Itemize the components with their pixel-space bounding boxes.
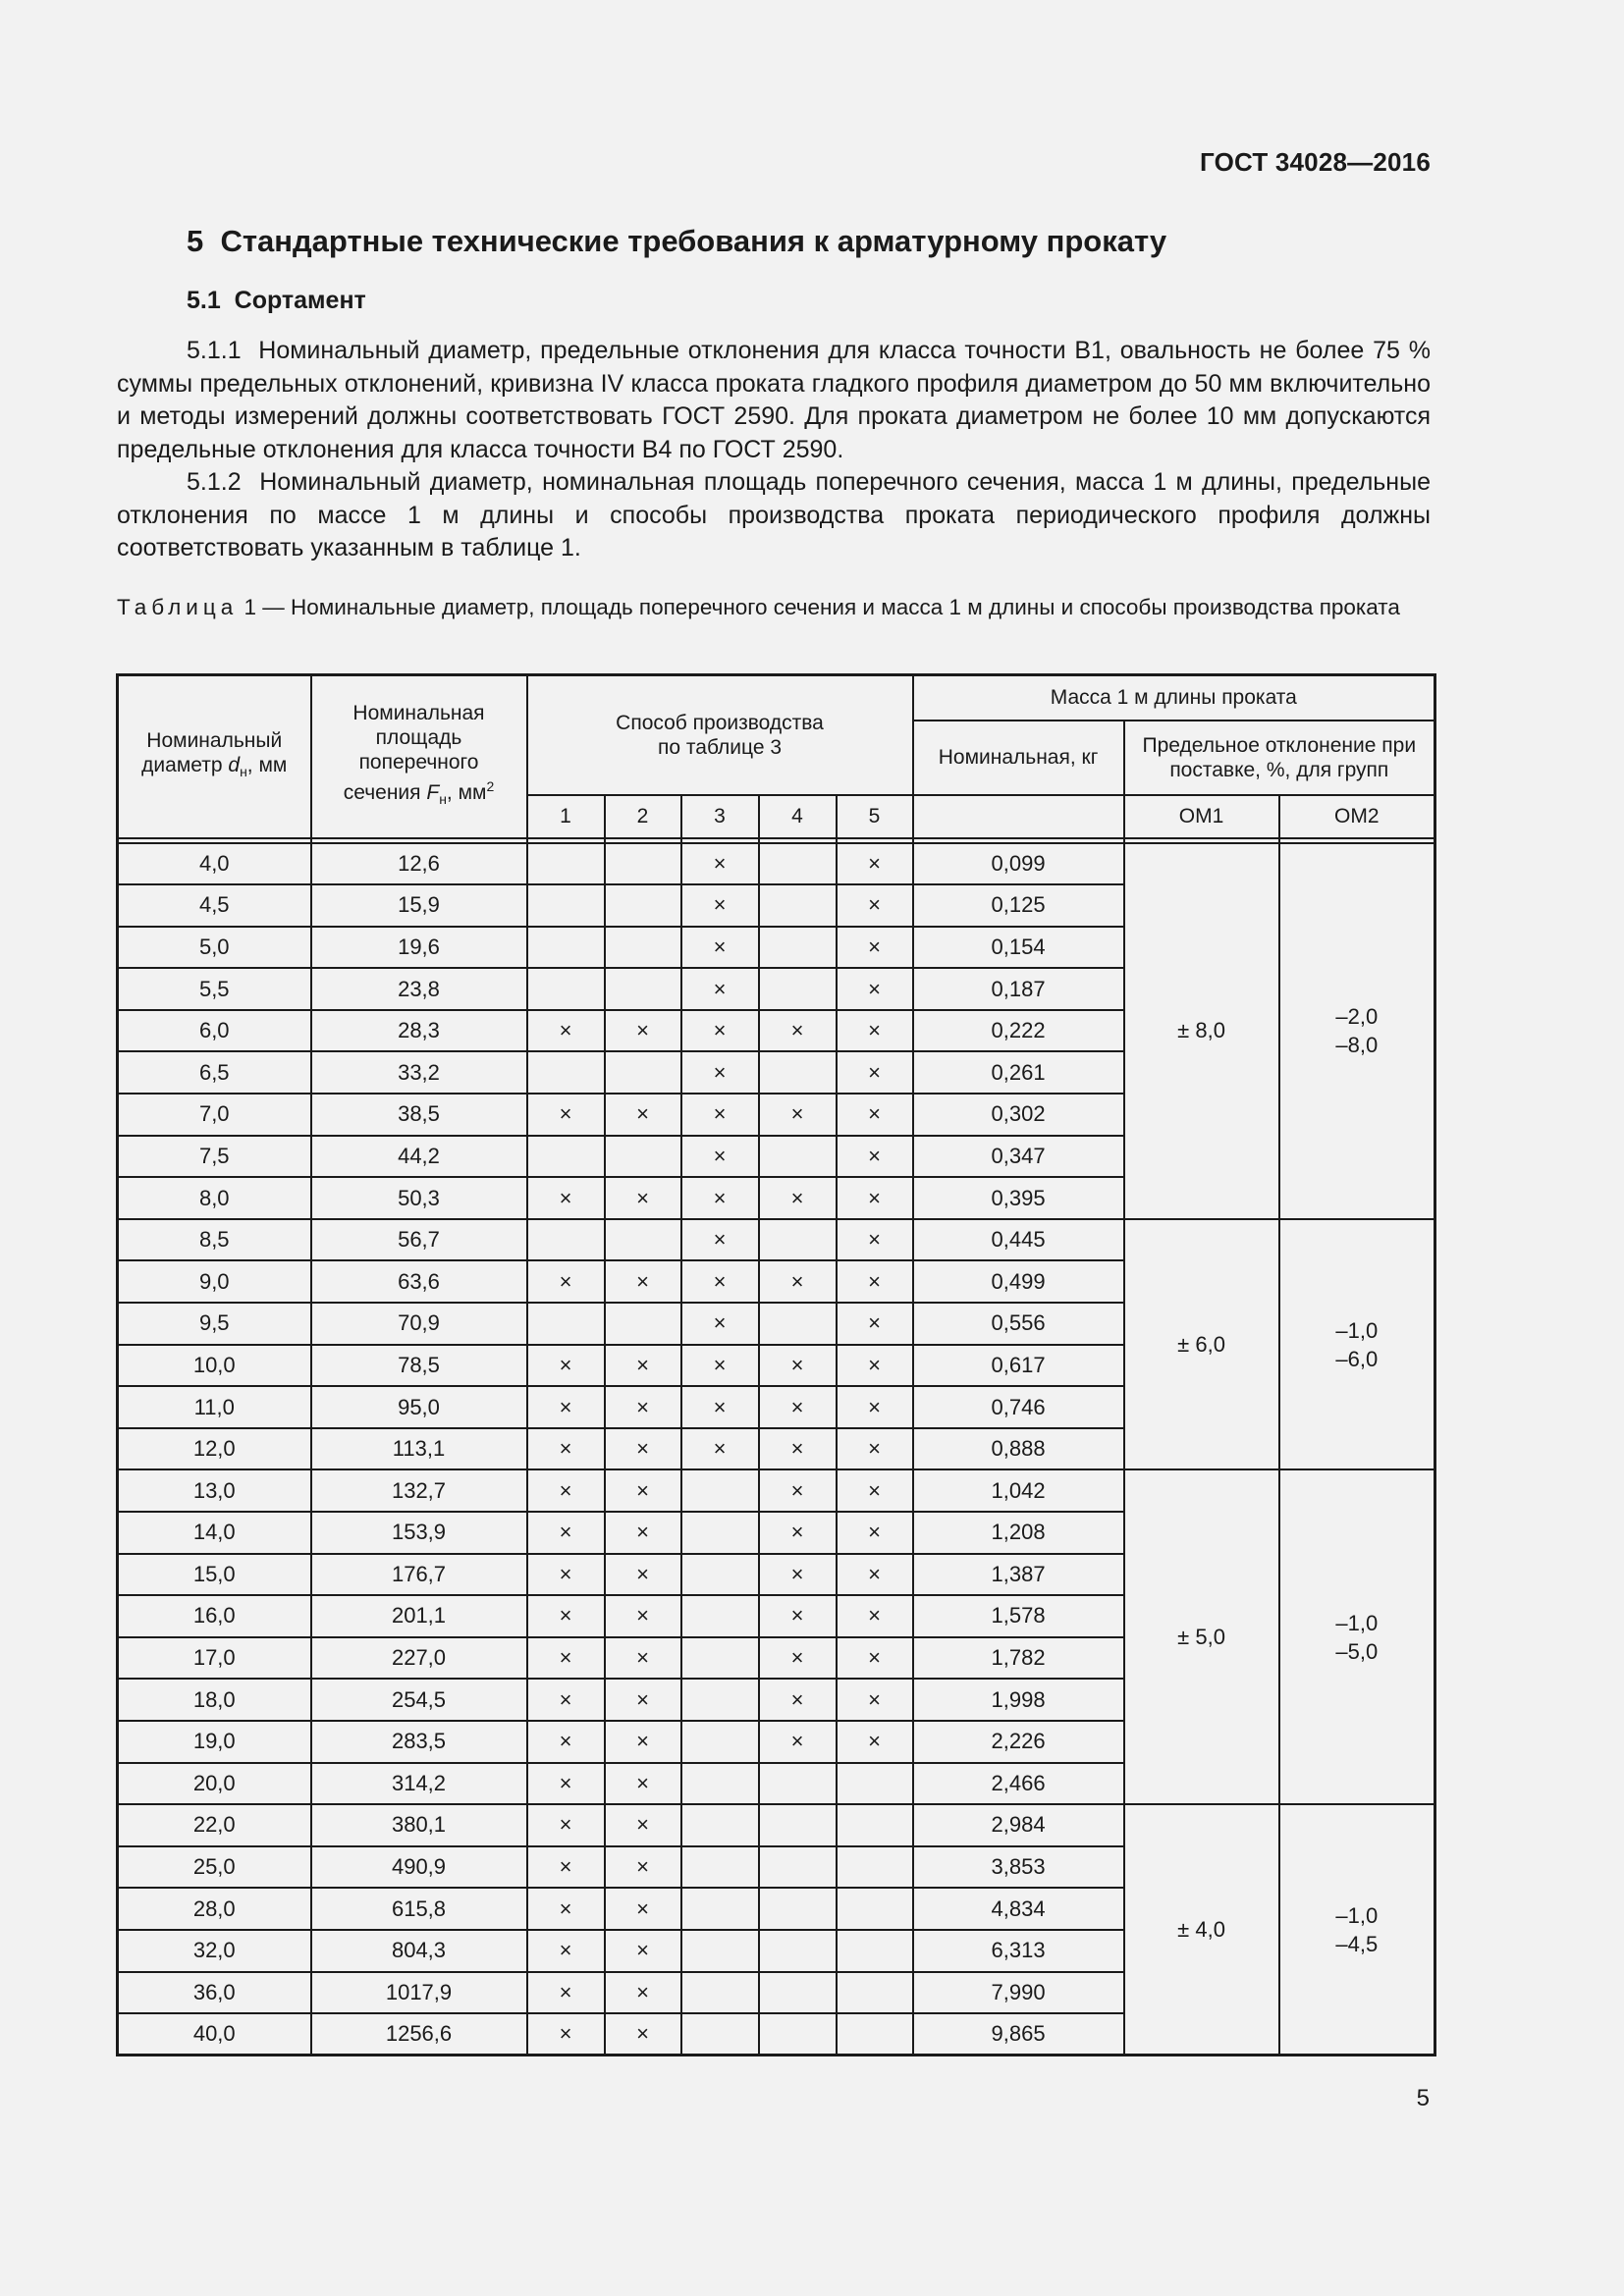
cell-method-5: × [837,1679,913,1721]
cell-method-4 [759,1303,837,1345]
cell-method-1: × [527,1888,605,1930]
cell-method-5 [837,1972,913,2014]
cell-method-2: × [605,1972,681,2014]
cell-diameter: 28,0 [118,1888,311,1930]
cell-method-1: × [527,1679,605,1721]
header-text: Предельное отклонение при поставке, %, для групп [1142,733,1417,781]
cell-om1-tolerance: ± 4,0 [1124,1804,1279,2056]
cell-method-3: × [681,843,759,885]
cell-mass-nominal: 1,578 [913,1595,1124,1637]
cell-method-2 [605,884,681,927]
cell-area: 38,5 [311,1094,527,1136]
cell-method-2: × [605,1679,681,1721]
cell-diameter: 40,0 [118,2013,311,2056]
cell-method-2: × [605,1469,681,1512]
table-caption-text: 1 — Номинальные диаметр, площадь поперечного сечения и масса 1 м длины и способы производства проката [238,595,1400,619]
cell-mass-nominal: 0,746 [913,1386,1124,1428]
cell-method-4 [759,968,837,1010]
cell-mass-nominal: 0,395 [913,1177,1124,1219]
header-om1: ОМ1 [1124,795,1279,838]
cell-method-1 [527,1219,605,1261]
cell-diameter: 14,0 [118,1512,311,1554]
cell-method-4 [759,2013,837,2056]
cell-diameter: 5,5 [118,968,311,1010]
cell-method-3 [681,1972,759,2014]
cell-mass-nominal: 0,187 [913,968,1124,1010]
om2-upper: –2,0 [1335,1004,1379,1030]
cell-method-1: × [527,1428,605,1470]
cell-mass-nominal: 0,347 [913,1136,1124,1178]
cell-method-2: × [605,1930,681,1972]
cell-method-4: × [759,1469,837,1512]
cell-method-4: × [759,1345,837,1387]
cell-method-1: × [527,1763,605,1805]
cell-method-1: × [527,1846,605,1889]
cell-method-5: × [837,1386,913,1428]
header-text: сечения [343,781,427,805]
header-mass-nominal: Номинальная, кг [913,721,1124,795]
cell-method-2: × [605,1512,681,1554]
cell-area: 132,7 [311,1469,527,1512]
cell-method-2: × [605,1888,681,1930]
cell-om1-tolerance: ± 5,0 [1124,1469,1279,1804]
cell-method-1 [527,1303,605,1345]
cell-method-4 [759,927,837,969]
subsection-title: 5.1 Сортамент [187,287,366,314]
cell-diameter: 9,0 [118,1260,311,1303]
cell-method-2 [605,1051,681,1094]
cell-diameter: 6,0 [118,1010,311,1052]
cell-method-4: × [759,1721,837,1763]
assortment-table [116,673,1436,2056]
cell-method-3: × [681,1428,759,1470]
cell-method-2 [605,1219,681,1261]
cell-method-4 [759,1804,837,1846]
cell-om2-tolerance [1279,1804,1435,2056]
cell-mass-nominal: 0,617 [913,1345,1124,1387]
cell-method-2: × [605,1804,681,1846]
cell-method-1: × [527,1345,605,1387]
cell-mass-nominal: 1,998 [913,1679,1124,1721]
cell-method-2: × [605,1177,681,1219]
cell-method-5: × [837,1303,913,1345]
cell-area: 95,0 [311,1386,527,1428]
cell-area: 227,0 [311,1637,527,1680]
cell-method-1 [527,884,605,927]
cell-method-4 [759,1051,837,1094]
cell-method-2: × [605,1763,681,1805]
cell-area: 201,1 [311,1595,527,1637]
cell-method-2: × [605,1721,681,1763]
cell-area: 176,7 [311,1554,527,1596]
cell-diameter: 7,0 [118,1094,311,1136]
cell-method-3: × [681,927,759,969]
cell-area: 1017,9 [311,1972,527,2014]
cell-area: 78,5 [311,1345,527,1387]
cell-method-5: × [837,884,913,927]
page-number: 5 [1416,2085,1430,2111]
cell-method-4 [759,1930,837,1972]
header-area [311,675,527,838]
cell-area: 63,6 [311,1260,527,1303]
cell-mass-nominal: 0,556 [913,1303,1124,1345]
cell-method-4: × [759,1386,837,1428]
header-om2: ОМ2 [1279,795,1435,838]
cell-method-5: × [837,968,913,1010]
cell-method-3 [681,1637,759,1680]
cell-method-4: × [759,1512,837,1554]
subscript: н [240,764,247,780]
cell-method-1: × [527,1595,605,1637]
cell-method-5: × [837,1512,913,1554]
cell-mass-nominal: 2,466 [913,1763,1124,1805]
cell-mass-nominal: 1,042 [913,1469,1124,1512]
cell-mass-nominal: 4,834 [913,1888,1124,1930]
symbol-f: F [426,781,440,805]
cell-mass-nominal: 1,782 [913,1637,1124,1680]
cell-mass-nominal: 9,865 [913,2013,1124,2056]
table-caption-label: Таблица [117,595,239,619]
subscript: н [439,791,447,808]
paragraph-5-1-2 [117,466,1437,565]
cell-method-5: × [837,1177,913,1219]
table-body [118,843,1435,2056]
cell-method-1 [527,1051,605,1094]
cell-method-4: × [759,1010,837,1052]
cell-om2-tolerance [1279,843,1435,1219]
header-mass-tolerance [1124,721,1435,795]
header-text: диаметр [141,754,229,777]
cell-method-1: × [527,1260,605,1303]
cell-method-2: × [605,1260,681,1303]
cell-area: 15,9 [311,884,527,927]
cell-area: 12,6 [311,843,527,885]
om2-lower: –4,5 [1335,1931,1379,1956]
cell-method-2: × [605,1595,681,1637]
cell-area: 615,8 [311,1888,527,1930]
cell-method-3 [681,1595,759,1637]
cell-method-1 [527,1136,605,1178]
cell-method-2 [605,843,681,885]
header-unit: , мм [246,754,288,777]
cell-area: 254,5 [311,1679,527,1721]
cell-method-5: × [837,1010,913,1052]
cell-method-4 [759,1219,837,1261]
cell-method-2: × [605,1345,681,1387]
cell-area: 314,2 [311,1763,527,1805]
cell-method-1: × [527,1721,605,1763]
cell-method-1: × [527,1469,605,1512]
cell-area: 113,1 [311,1428,527,1470]
cell-method-3 [681,1930,759,1972]
cell-diameter: 7,5 [118,1136,311,1178]
cell-method-5: × [837,1554,913,1596]
cell-method-4 [759,1972,837,2014]
document-code: ГОСТ 34028—2016 [1200,147,1431,177]
header-method-3: 3 [681,795,759,838]
cell-method-2 [605,1136,681,1178]
cell-diameter: 25,0 [118,1846,311,1889]
cell-method-3: × [681,968,759,1010]
cell-method-3: × [681,1260,759,1303]
cell-method-3 [681,1846,759,1889]
cell-method-4 [759,884,837,927]
cell-diameter: 4,5 [118,884,311,927]
cell-mass-nominal: 6,313 [913,1930,1124,1972]
cell-method-4: × [759,1428,837,1470]
cell-method-2 [605,927,681,969]
cell-method-5: × [837,1637,913,1680]
cell-om2-tolerance [1279,1469,1435,1804]
cell-method-1: × [527,2013,605,2056]
cell-diameter: 4,0 [118,843,311,885]
cell-method-5: × [837,1428,913,1470]
cell-method-5: × [837,1219,913,1261]
cell-om1-tolerance: ± 6,0 [1124,1219,1279,1470]
cell-method-3 [681,2013,759,2056]
cell-method-1 [527,843,605,885]
cell-method-5: × [837,843,913,885]
cell-method-2: × [605,1010,681,1052]
header-method [527,675,913,795]
cell-area: 50,3 [311,1177,527,1219]
cell-method-4 [759,1763,837,1805]
cell-method-5: × [837,1469,913,1512]
cell-mass-nominal: 2,226 [913,1721,1124,1763]
cell-area: 283,5 [311,1721,527,1763]
cell-method-4: × [759,1177,837,1219]
cell-diameter: 19,0 [118,1721,311,1763]
cell-mass-nominal: 1,208 [913,1512,1124,1554]
om2-upper: –1,0 [1335,1317,1379,1343]
cell-method-3: × [681,1386,759,1428]
cell-diameter: 6,5 [118,1051,311,1094]
cell-method-3 [681,1469,759,1512]
cell-mass-nominal: 7,990 [913,1972,1124,2014]
header-text: Номинальная площадь поперечного [352,702,485,774]
cell-diameter: 10,0 [118,1345,311,1387]
om2-upper: –1,0 [1335,1902,1379,1928]
cell-method-5: × [837,927,913,969]
cell-method-3 [681,1512,759,1554]
cell-method-4 [759,843,837,885]
table-row [118,843,1435,885]
cell-mass-nominal: 1,387 [913,1554,1124,1596]
cell-method-5 [837,1763,913,1805]
cell-mass-nominal: 0,154 [913,927,1124,969]
om2-upper: –1,0 [1335,1610,1379,1635]
paragraph-text: 5.1.1 Номинальный диаметр, предельные отклонения для класса точности В1, овальность не более 75 % суммы предельных отклонений, кривизна IV класса проката гладкого профиля диаметром до 50 мм включительно и методы измерений должны соответствовать ГОСТ 2590. Для проката диаметром не более 10 мм допускаются предельные отклонения для класса точности В4 по ГОСТ 2590. [117,337,1437,463]
cell-diameter: 22,0 [118,1804,311,1846]
om2-lower: –8,0 [1335,1033,1379,1058]
cell-method-2: × [605,1386,681,1428]
cell-om1-tolerance: ± 8,0 [1124,843,1279,1219]
cell-method-1 [527,968,605,1010]
symbol-d: d [228,754,241,777]
cell-diameter: 18,0 [118,1679,311,1721]
cell-diameter: 16,0 [118,1595,311,1637]
cell-method-3: × [681,1136,759,1178]
cell-method-5: × [837,1051,913,1094]
cell-method-3: × [681,1219,759,1261]
cell-method-5 [837,2013,913,2056]
cell-method-3: × [681,1094,759,1136]
cell-diameter: 15,0 [118,1554,311,1596]
cell-method-1: × [527,1512,605,1554]
cell-diameter: 5,0 [118,927,311,969]
cell-method-3 [681,1763,759,1805]
cell-mass-nominal: 0,445 [913,1219,1124,1261]
cell-area: 56,7 [311,1219,527,1261]
cell-method-2: × [605,2013,681,2056]
cell-area: 490,9 [311,1846,527,1889]
cell-area: 44,2 [311,1136,527,1178]
cell-method-4: × [759,1595,837,1637]
header-text: Способ производства по таблице 3 [616,711,824,759]
header-text: Номинальный [146,729,283,753]
cell-method-5: × [837,1345,913,1387]
cell-method-5 [837,1930,913,1972]
cell-method-2 [605,1303,681,1345]
cell-mass-nominal: 0,499 [913,1260,1124,1303]
cell-method-3: × [681,1051,759,1094]
cell-method-1: × [527,1010,605,1052]
header-method-5: 5 [837,795,913,838]
cell-mass-nominal: 0,222 [913,1010,1124,1052]
cell-method-4: × [759,1554,837,1596]
cell-area: 70,9 [311,1303,527,1345]
cell-method-3 [681,1721,759,1763]
header-method-1: 1 [527,795,605,838]
cell-method-2 [605,968,681,1010]
om2-lower: –5,0 [1335,1638,1379,1664]
cell-mass-nominal: 2,984 [913,1804,1124,1846]
om2-lower: –6,0 [1335,1346,1379,1371]
cell-area: 19,6 [311,927,527,969]
cell-method-1: × [527,1930,605,1972]
cell-diameter: 9,5 [118,1303,311,1345]
header-method-2: 2 [605,795,681,838]
cell-method-1: × [527,1386,605,1428]
cell-method-4 [759,1136,837,1178]
cell-area: 28,3 [311,1010,527,1052]
cell-method-1: × [527,1637,605,1680]
table-caption [117,593,1431,622]
cell-area: 153,9 [311,1512,527,1554]
cell-method-5: × [837,1136,913,1178]
cell-method-3 [681,1804,759,1846]
cell-mass-nominal: 0,125 [913,884,1124,927]
cell-method-3: × [681,1303,759,1345]
cell-method-4: × [759,1260,837,1303]
cell-area: 804,3 [311,1930,527,1972]
cell-method-4 [759,1888,837,1930]
cell-method-2: × [605,1428,681,1470]
cell-method-5: × [837,1094,913,1136]
cell-diameter: 20,0 [118,1763,311,1805]
cell-method-3: × [681,884,759,927]
cell-area: 380,1 [311,1804,527,1846]
cell-diameter: 17,0 [118,1637,311,1680]
cell-area: 1256,6 [311,2013,527,2056]
section-title: 5 Стандартные технические требования к арматурному прокату [187,224,1167,258]
cell-method-5: × [837,1595,913,1637]
cell-method-4 [759,1846,837,1889]
cell-mass-nominal: 0,302 [913,1094,1124,1136]
cell-diameter: 8,5 [118,1219,311,1261]
cell-method-4: × [759,1094,837,1136]
header-mass-group: Масса 1 м длины проката [913,675,1435,721]
header-method-4: 4 [759,795,837,838]
cell-om2-tolerance [1279,1219,1435,1470]
superscript: 2 [486,778,495,795]
cell-diameter: 11,0 [118,1386,311,1428]
cell-method-1: × [527,1972,605,2014]
cell-method-3: × [681,1010,759,1052]
cell-method-3: × [681,1345,759,1387]
cell-mass-nominal: 0,261 [913,1051,1124,1094]
cell-method-5 [837,1846,913,1889]
paragraph-5-1-1 [117,335,1437,466]
paragraph-text: 5.1.2 Номинальный диаметр, номинальная площадь поперечного сечения, масса 1 м длины, предельные отклонения по массе 1 м длины и способы производства проката периодического профиля должны соответствовать указанным в таблице 1. [117,468,1437,561]
cell-diameter: 36,0 [118,1972,311,2014]
cell-method-5 [837,1804,913,1846]
cell-area: 23,8 [311,968,527,1010]
header-empty [913,795,1124,838]
table-row [118,1219,1435,1261]
cell-method-3 [681,1679,759,1721]
table-row [118,1469,1435,1512]
cell-method-1 [527,927,605,969]
table-row [118,1804,1435,1846]
cell-area: 33,2 [311,1051,527,1094]
cell-method-4: × [759,1679,837,1721]
cell-method-2: × [605,1094,681,1136]
cell-diameter: 8,0 [118,1177,311,1219]
cell-method-3: × [681,1177,759,1219]
header-unit: , мм [446,781,487,805]
cell-method-3 [681,1888,759,1930]
cell-method-5: × [837,1721,913,1763]
cell-mass-nominal: 3,853 [913,1846,1124,1889]
cell-method-2: × [605,1846,681,1889]
cell-method-2: × [605,1637,681,1680]
cell-mass-nominal: 0,888 [913,1428,1124,1470]
cell-method-3 [681,1554,759,1596]
cell-method-1: × [527,1554,605,1596]
cell-method-1: × [527,1804,605,1846]
cell-method-5: × [837,1260,913,1303]
cell-diameter: 32,0 [118,1930,311,1972]
cell-diameter: 12,0 [118,1428,311,1470]
cell-diameter: 13,0 [118,1469,311,1512]
header-diameter [118,675,311,838]
cell-method-1: × [527,1177,605,1219]
cell-method-1: × [527,1094,605,1136]
cell-method-2: × [605,1554,681,1596]
cell-method-4: × [759,1637,837,1680]
cell-method-5 [837,1888,913,1930]
cell-mass-nominal: 0,099 [913,843,1124,885]
